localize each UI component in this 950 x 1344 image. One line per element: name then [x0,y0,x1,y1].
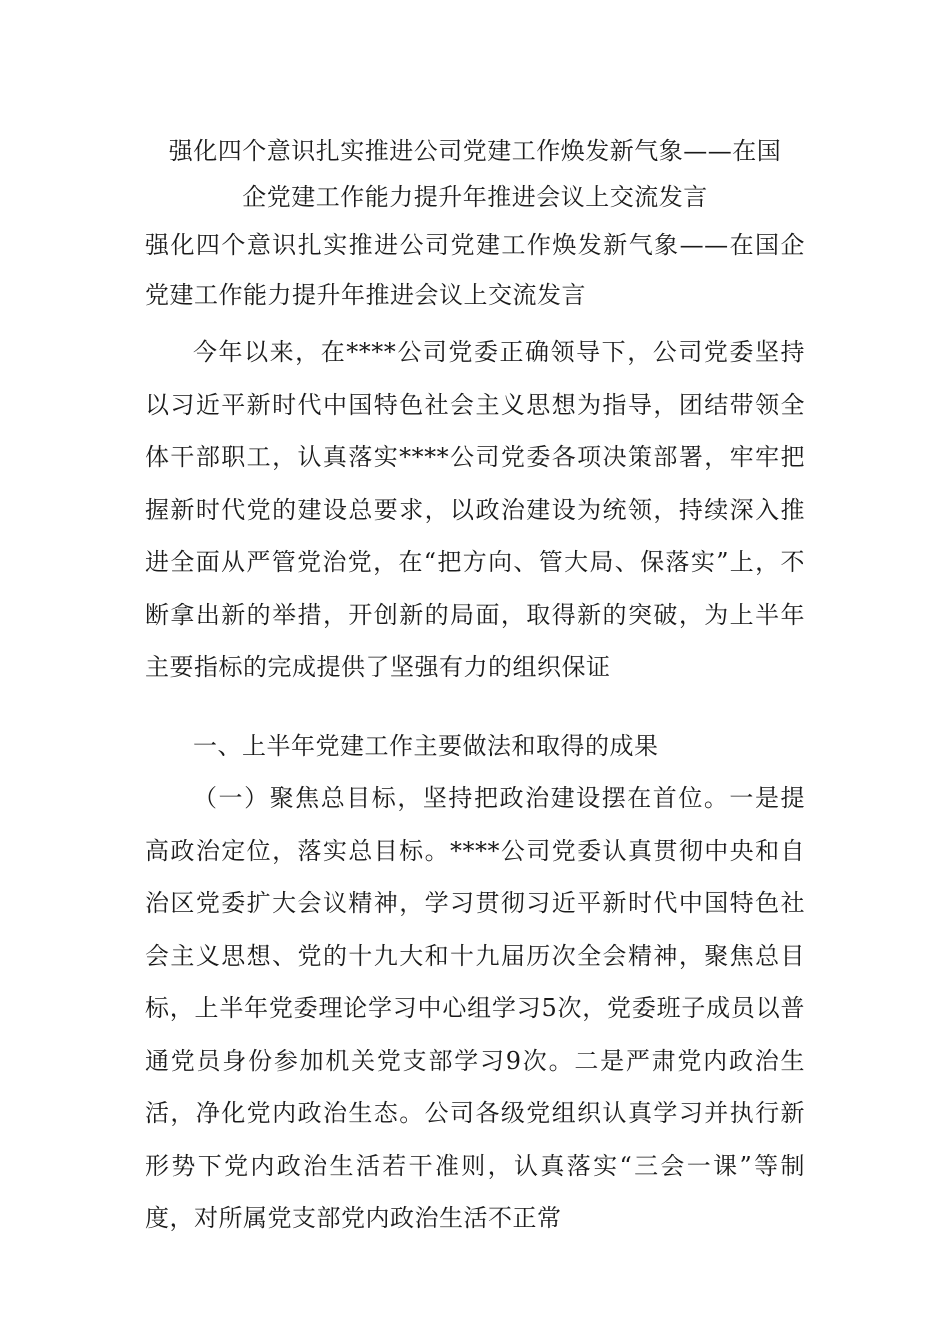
section-paragraph: （一）聚焦总目标，坚持把政治建设摆在首位。一是提高政治定位，落实总目标。****公司党委认真贯彻中央和自治区党委扩大会议精神，学习贯彻习近平新时代中国特色社会主义思想、党的十九大和十九届历次全会精神，聚焦总目标，上半年党委理论学习中心组学习5次，党委班子成员以普通党员身份参加机关党支部学习9次。二是严肃党内政治生活，净化党内政治生态。公司各级党组织认真学习并执行新形势下党内政治生活若干准则，认真落实“三会一课”等制度，对所属党支部党内政治生活不正常 [145,784,805,1232]
intro-paragraph: 今年以来，在****公司党委正确领导下，公司党委坚持以习近平新时代中国特色社会主义思想为指导，团结带领全体干部职工，认真落实****公司党委各项决策部署，牢牢把握新时代党的建设总要求，以政治建设为统领，持续深入推进全面从严管党治党，在“把方向、管大局、保落实”上，不断拿出新的举措，开创新的局面，取得新的突破，为上半年主要指标的完成提供了坚强有力的组织保证 [145,338,805,681]
document-title-line-2: 企党建工作能力提升年推进会议上交流发言 [242,183,708,211]
repeated-title: 强化四个意识扎实推进公司党建工作焕发新气象——在国企党建工作能力提升年推进会议上交流发言 [145,231,805,309]
document-title-line-1: 强化四个意识扎实推进公司党建工作焕发新气象——在国 [168,137,782,165]
section-heading: 一、上半年党建工作主要做法和取得的成果 [193,732,659,760]
